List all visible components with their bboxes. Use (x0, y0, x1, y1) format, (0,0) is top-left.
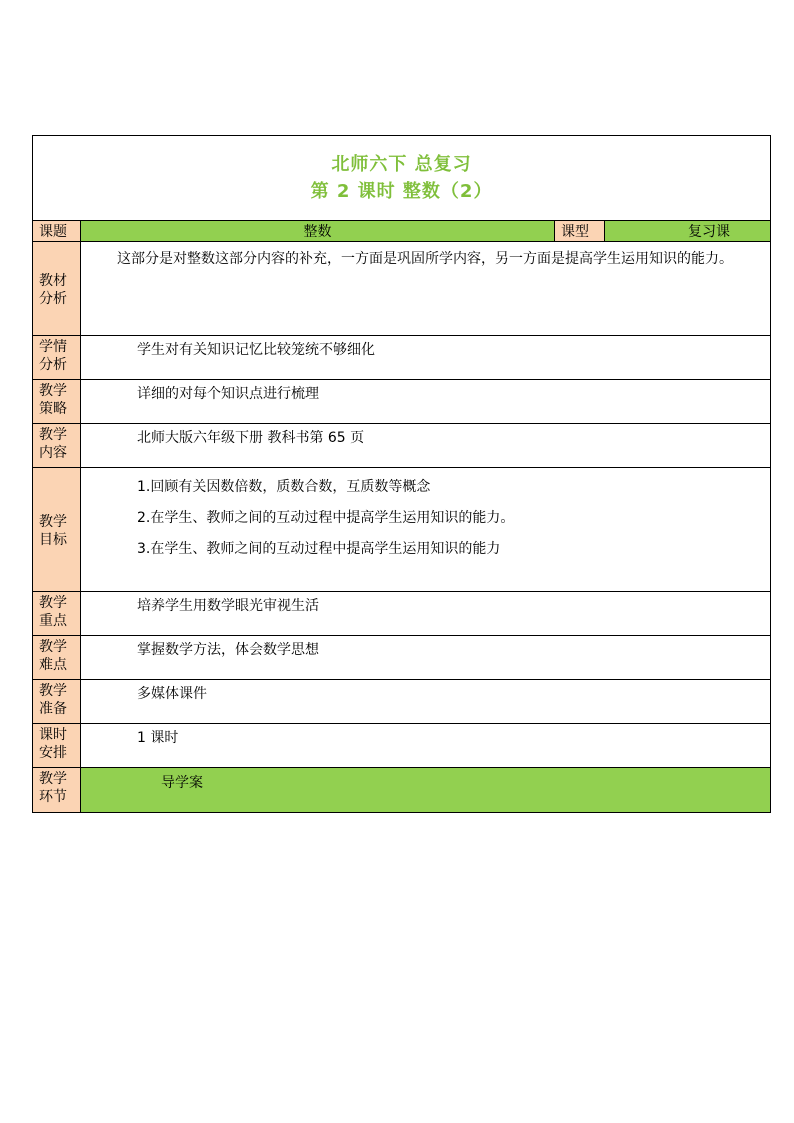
row-content: 学生对有关知识记忆比较笼统不够细化 (81, 336, 771, 380)
table-row-material (33, 242, 771, 336)
row-label: 教学 环节 (33, 768, 81, 813)
row-label: 教学 目标 (33, 468, 81, 592)
row-content: 这部分是对整数这部分内容的补充，一方面是巩固所学内容，另一方面是提高学生运用知识的能力。 (81, 242, 771, 336)
row-content: 培养学生用数学眼光审视生活 (81, 592, 771, 636)
row-content: 导学案 (81, 768, 771, 813)
row-label: 教材 分析 (33, 242, 81, 336)
table-row-key-points (33, 592, 771, 636)
row-label: 教学 策略 (33, 380, 81, 424)
topic-label: 课题 (33, 221, 81, 242)
table-row-schedule (33, 724, 771, 768)
row-label: 教学 内容 (33, 424, 81, 468)
table-row-strategy (33, 380, 771, 424)
table-row-stages (33, 768, 771, 813)
type-label: 课型 (555, 221, 605, 242)
row-content: 多媒体课件 (81, 680, 771, 724)
row-content (81, 468, 771, 592)
goal-item: 2.在学生、教师之间的互动过程中提高学生运用知识的能力。 (137, 510, 515, 526)
title-cell (33, 136, 771, 221)
lesson-subtitle: 第 2 课时 整数（2） (310, 181, 493, 202)
row-label: 教学 重点 (33, 592, 81, 636)
row-label: 教学 难点 (33, 636, 81, 680)
table-row-goals (33, 468, 771, 592)
table-row-student (33, 336, 771, 380)
goal-item: 1.回顾有关因数倍数，质数合数，互质数等概念 (137, 479, 431, 495)
row-content: 1 课时 (81, 724, 771, 768)
row-label: 教学 准备 (33, 680, 81, 724)
row-content: 北师大版六年级下册 教科书第 65 页 (81, 424, 771, 468)
row-content: 详细的对每个知识点进行梳理 (81, 380, 771, 424)
title-row (33, 136, 771, 221)
row-label: 学情 分析 (33, 336, 81, 380)
table-row-content (33, 424, 771, 468)
goal-item: 3.在学生、教师之间的互动过程中提高学生运用知识的能力 (137, 541, 501, 557)
lesson-plan-table (32, 135, 771, 813)
topic-row (33, 221, 771, 242)
table-row-preparation (33, 680, 771, 724)
page-title: 北师六下 总复习 (331, 154, 472, 175)
table-row-difficulties (33, 636, 771, 680)
row-content: 掌握数学方法，体会数学思想 (81, 636, 771, 680)
row-label: 课时 安排 (33, 724, 81, 768)
topic-value: 整数 (81, 221, 555, 242)
type-value: 复习课 (605, 221, 771, 242)
